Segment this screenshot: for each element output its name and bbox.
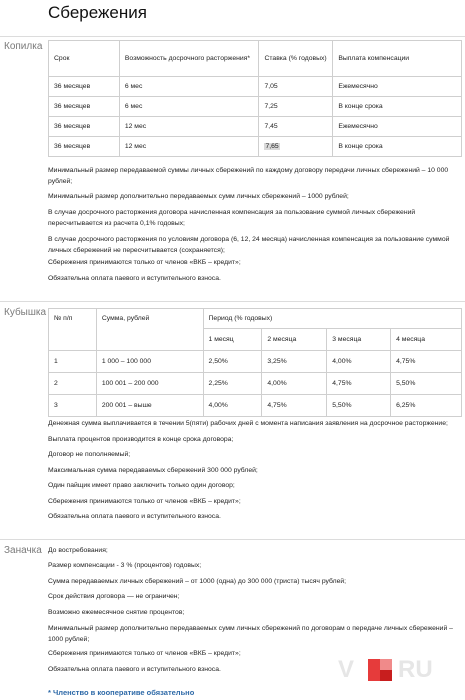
table-cell: Ежемесячно — [333, 77, 462, 97]
note-text: Денежная сумма выплачивается в течении 5(пяти) рабочих дней с момента написания заявления на досрочное расторжение; — [48, 420, 448, 427]
note-text: Обязательна оплата паевого и вступительного взноса. — [48, 275, 221, 282]
table-cell: В конце срока — [333, 137, 462, 157]
column-header: Выплата компенсации — [333, 41, 462, 77]
table-cell: 2 — [49, 373, 97, 395]
table-row — [49, 373, 462, 395]
page-title: Сбережения — [48, 3, 147, 22]
table-cell: 12 мес — [119, 137, 259, 157]
table-cell: 4,75% — [327, 373, 391, 395]
site-watermark-logo — [338, 655, 448, 685]
table-row — [49, 97, 462, 117]
note-text: До востребования; — [48, 547, 108, 554]
kopilka-table — [48, 40, 462, 157]
table-cell: В конце срока — [333, 97, 462, 117]
table-cell: 36 месяцев — [49, 77, 120, 97]
table-cell — [259, 137, 333, 157]
column-header: 4 месяца — [391, 329, 462, 351]
table-row — [49, 117, 462, 137]
table-cell: 7,05 — [259, 77, 333, 97]
table-cell: 2,25% — [203, 373, 262, 395]
table-header-row — [49, 41, 462, 77]
logo-square-icon — [368, 659, 392, 681]
table-cell: 1 — [49, 351, 97, 373]
note-text: Сбережения принимаются только от членов «ВКБ – кредит»; — [48, 650, 241, 657]
note-text: Срок действия договора — не ограничен; — [48, 593, 180, 600]
note-text: Сбережения принимаются только от членов «ВКБ – кредит»; — [48, 498, 241, 505]
highlighted-rate: 7,65 — [265, 143, 279, 150]
section-label-zanachka: Заначка — [4, 545, 42, 556]
note-text: Выплата процентов производится в конце срока договора; — [48, 436, 234, 443]
column-header: Ставка (% годовых) — [259, 41, 333, 77]
column-header: 1 месяц — [203, 329, 262, 351]
column-header: Сумма, рублей — [96, 309, 203, 351]
note-text: Минимальный размер дополнительно передаваемых сумм личных сбережений – 1000 рублей; — [48, 193, 349, 200]
table-cell: 36 месяцев — [49, 137, 120, 157]
note-text: Договор не пополняемый; — [48, 451, 131, 458]
table-cell: 6,25% — [391, 395, 462, 417]
section-label-kubyshka: Кубышка — [4, 307, 47, 318]
table-cell: 6 мес — [119, 77, 259, 97]
kubyshka-table — [48, 308, 462, 417]
note-text: Возможно ежемесячное снятие процентов; — [48, 609, 185, 616]
column-header: № п/п — [49, 309, 97, 351]
table-cell: 7,45 — [259, 117, 333, 137]
section-divider — [0, 539, 465, 540]
table-cell: 200 001 – выше — [96, 395, 203, 417]
table-cell: 4,75% — [391, 351, 462, 373]
table-cell: 36 месяцев — [49, 117, 120, 137]
column-header: Период (% годовых) — [203, 309, 461, 329]
table-header-row — [49, 309, 462, 329]
section-divider — [0, 301, 465, 302]
column-header: 3 месяца — [327, 329, 391, 351]
table-row — [49, 77, 462, 97]
note-text: Один пайщик имеет право заключить только один договор; — [48, 482, 235, 489]
note-text: Обязательна оплата паевого и вступительного взноса. — [48, 513, 221, 520]
note-text: В случае досрочного расторжения договора начисленная компенсация за пользование суммой личных сбережений пересчитывается из расчета 0,1% годовых; — [48, 209, 416, 227]
table-row — [49, 395, 462, 417]
watermark-text: RU — [398, 656, 433, 683]
note-text: Минимальный размер дополнительно передаваемых сумм личных сбережений по договорам о передаче личных сбережений – 1000 рублей; — [48, 625, 453, 643]
table-cell: 3,25% — [262, 351, 327, 373]
table-cell: 12 мес — [119, 117, 259, 137]
note-text: Минимальный размер передаваемой суммы личных сбережений по каждому договору передачи личных сбережений – 10 000 рублей; — [48, 167, 449, 185]
note-text: В случае досрочного расторжения по условиям договора (6, 12, 24 месяца) начисленная компенсация за пользование суммой личных сбережений не пересчитывается (сохраняется); — [48, 236, 450, 254]
table-cell: 3 — [49, 395, 97, 417]
table-cell: Ежемесячно — [333, 117, 462, 137]
table-cell: 4,00% — [203, 395, 262, 417]
column-header: 2 месяца — [262, 329, 327, 351]
table-cell: 4,00% — [262, 373, 327, 395]
table-cell: 2,50% — [203, 351, 262, 373]
table-cell: 5,50% — [327, 395, 391, 417]
table-cell: 1 000 – 100 000 — [96, 351, 203, 373]
note-text: Сбережения принимаются только от членов «ВКБ – кредит»; — [48, 259, 241, 266]
table-row — [49, 137, 462, 157]
section-divider — [0, 36, 465, 37]
note-text: Размер компенсации - 3 % (процентов) годовых; — [48, 562, 202, 569]
table-cell: 5,50% — [391, 373, 462, 395]
table-cell: 4,75% — [262, 395, 327, 417]
membership-footnote: * Членство в кооперативе обязательно — [48, 688, 195, 697]
table-row — [49, 351, 462, 373]
note-text: Максимальная сумма передаваемых сбережений 300 000 рублей; — [48, 467, 258, 474]
column-header: Возможность досрочного расторжения* — [119, 41, 259, 77]
column-header: Срок — [49, 41, 120, 77]
table-cell: 7,25 — [259, 97, 333, 117]
note-text: Сумма передаваемых личных сбережений – от 1000 (одна) до 300 000 (триста) тысяч рублей; — [48, 578, 347, 585]
note-text: Обязательна оплата паевого и вступительного взноса. — [48, 666, 221, 673]
table-cell: 6 мес — [119, 97, 259, 117]
table-cell: 4,00% — [327, 351, 391, 373]
table-cell: 100 001 – 200 000 — [96, 373, 203, 395]
watermark-text: V — [338, 656, 355, 683]
section-label-kopilka: Копилка — [4, 41, 43, 52]
table-cell: 36 месяцев — [49, 97, 120, 117]
